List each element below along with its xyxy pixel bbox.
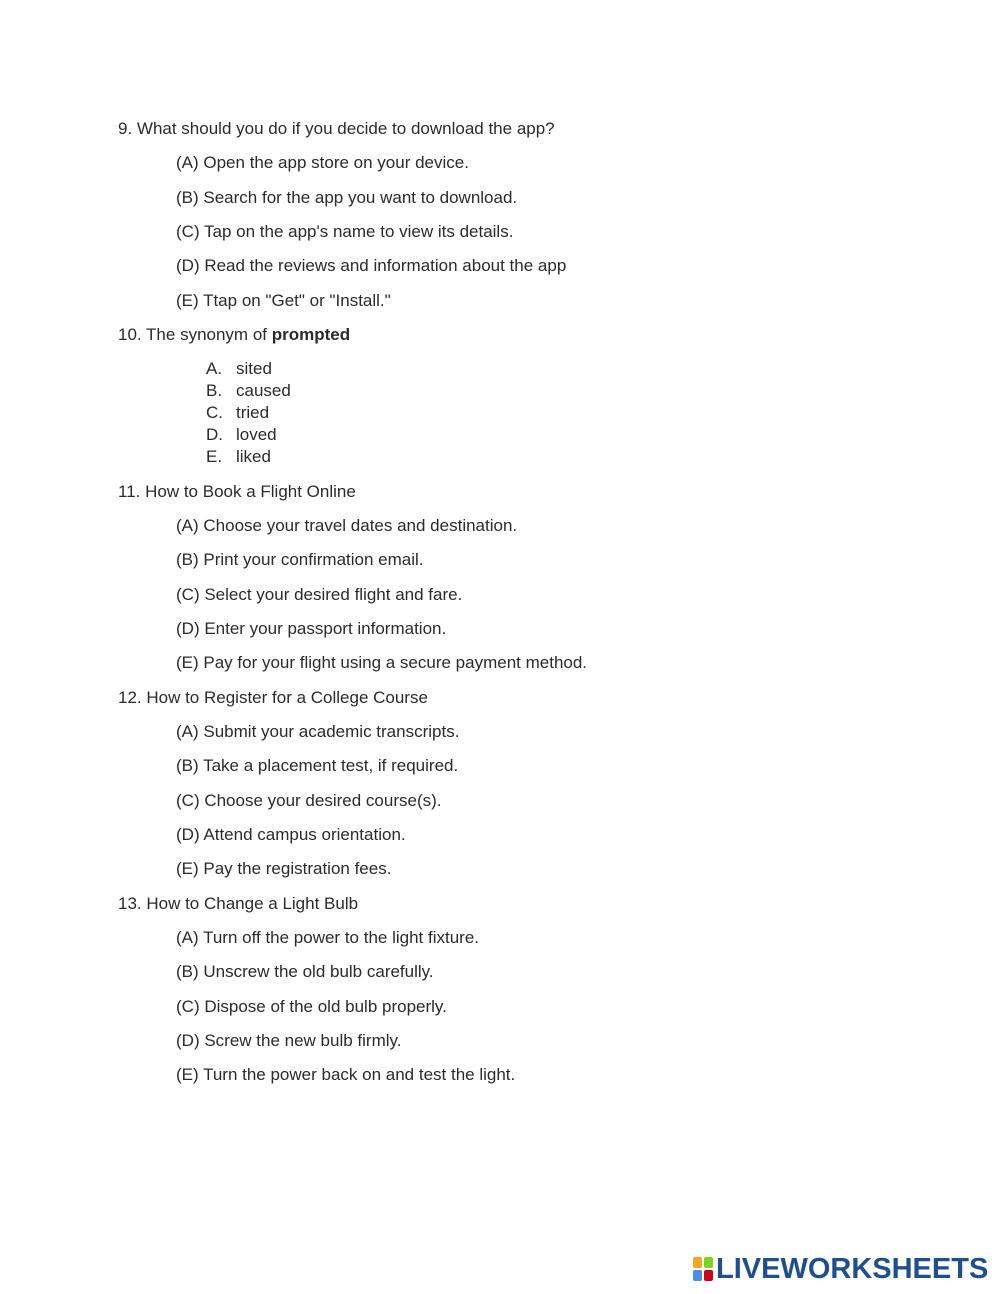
logo-text: LIVEWORKSHEETS <box>716 1253 989 1285</box>
question-12: 12. How to Register for a College Course <box>118 688 428 707</box>
question-10 <box>118 325 350 345</box>
question-10-prefix: 10. The synonym of <box>118 325 272 344</box>
question-10-letter-b: B. <box>206 381 223 400</box>
question-11-option-d[interactable]: (D) Enter your passport information. <box>176 619 447 638</box>
question-10-letter-c: C. <box>206 403 223 422</box>
question-12-option-b[interactable]: (B) Take a placement test, if required. <box>176 756 459 775</box>
question-9-option-e[interactable]: (E) Ttap on "Get" or "Install." <box>176 291 391 310</box>
question-11-option-c[interactable]: (C) Select your desired flight and fare. <box>176 585 463 604</box>
question-10-letter-d: D. <box>206 425 223 444</box>
question-10-choice-c[interactable]: tried <box>236 403 270 422</box>
question-12-option-d[interactable]: (D) Attend campus orientation. <box>176 825 406 844</box>
liveworksheets-logo-icon <box>693 1257 713 1281</box>
question-9-option-a[interactable]: (A) Open the app store on your device. <box>176 153 469 172</box>
question-11-option-e[interactable]: (E) Pay for your flight using a secure payment method. <box>176 653 588 672</box>
question-13-option-c[interactable]: (C) Dispose of the old bulb properly. <box>176 997 447 1016</box>
liveworksheets-logo <box>693 1254 988 1284</box>
question-10-choice-b[interactable]: caused <box>236 381 291 400</box>
question-12-option-e[interactable]: (E) Pay the registration fees. <box>176 859 392 878</box>
question-12-option-c[interactable]: (C) Choose your desired course(s). <box>176 791 442 810</box>
question-10-keyword: prompted <box>271 325 351 344</box>
question-11-option-b[interactable]: (B) Print your confirmation email. <box>176 550 424 569</box>
question-9-option-b[interactable]: (B) Search for the app you want to download. <box>176 188 518 207</box>
question-13-option-a[interactable]: (A) Turn off the power to the light fixture. <box>176 928 480 947</box>
question-12-option-a[interactable]: (A) Submit your academic transcripts. <box>176 722 460 741</box>
question-9-option-d[interactable]: (D) Read the reviews and information about the app <box>176 256 567 275</box>
question-11: 11. How to Book a Flight Online <box>118 482 356 501</box>
question-13-option-e[interactable]: (E) Turn the power back on and test the light. <box>176 1065 516 1084</box>
question-10-letter-e: E. <box>206 447 223 466</box>
question-13: 13. How to Change a Light Bulb <box>118 894 359 913</box>
question-9: 9. What should you do if you decide to download the app? <box>118 119 555 138</box>
question-11-option-a[interactable]: (A) Choose your travel dates and destination. <box>176 516 518 535</box>
question-10-choice-d[interactable]: loved <box>236 425 277 444</box>
question-13-option-d[interactable]: (D) Screw the new bulb firmly. <box>176 1031 402 1050</box>
question-10-choice-e[interactable]: liked <box>236 447 271 466</box>
question-10-choice-a[interactable]: sited <box>236 359 272 378</box>
question-13-option-b[interactable]: (B) Unscrew the old bulb carefully. <box>176 962 434 981</box>
question-10-letter-a: A. <box>206 359 223 378</box>
question-9-option-c[interactable]: (C) Tap on the app's name to view its details. <box>176 222 514 241</box>
